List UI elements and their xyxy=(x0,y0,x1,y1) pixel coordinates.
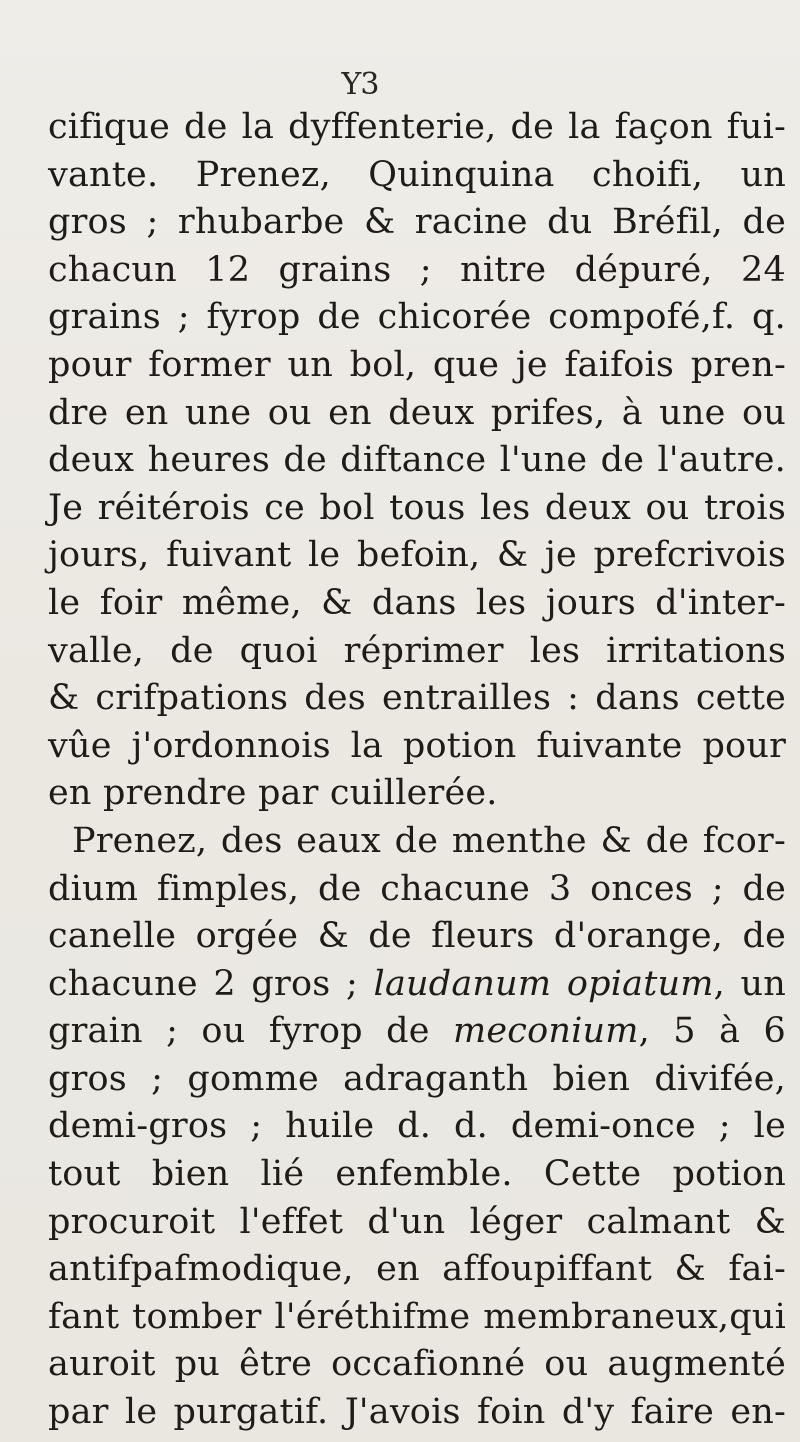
text-line: le foir même, & dans les jours d'inter- xyxy=(48,582,786,623)
body-text xyxy=(48,104,786,1437)
signature-mark: Y3 xyxy=(341,67,379,102)
text-line: deux heures de diftance l'une de l'autre. xyxy=(48,440,786,481)
text-line: procuroit l'effet d'un léger calmant & xyxy=(48,1201,786,1242)
text-line: vûe j'ordonnois la potion fuivante pour xyxy=(48,725,786,766)
text-line: & crifpations des entrailles : dans cette xyxy=(48,678,786,719)
text-line: jours, fuivant le befoin, & je prefcrivois xyxy=(48,535,786,576)
text-line: pour former un bol, que je faifois pren- xyxy=(48,344,786,385)
text-line: en prendre par cuillerée. xyxy=(48,773,498,814)
text-line: canelle orgée & de fleurs d'orange, de xyxy=(48,916,786,957)
text-line: par le purgatif. J'avois foin d'y faire en- xyxy=(48,1392,786,1433)
text-run: chacune 2 gros ; xyxy=(48,963,358,1004)
text-line xyxy=(48,1008,786,1056)
text-line: gros ; rhubarbe & racine du Bréfil, de xyxy=(48,202,786,243)
text-line: dre en une ou en deux prifes, à une ou xyxy=(48,392,786,433)
text-line: antifpafmodique, en affoupiffant & fai- xyxy=(48,1249,786,1290)
text-run: grain ; ou fyrop de xyxy=(48,1011,430,1052)
text-line: auroit pu être occafionné ou augmenté xyxy=(48,1344,786,1385)
text-line: valle, de quoi réprimer les irritations xyxy=(48,630,786,671)
text-line: Prenez, des eaux de menthe & de fcor- xyxy=(72,820,786,861)
text-line xyxy=(48,961,786,1009)
text-line: cifique de la dyffenterie, de la façon fui- xyxy=(48,107,786,147)
italic-term: meconium xyxy=(452,1011,639,1052)
text-run: , 5 à 6 xyxy=(638,1011,786,1052)
text-line: Je réitérois ce bol tous les deux ou trois xyxy=(48,487,786,528)
text-line: dium fimples, de chacune 3 onces ; de xyxy=(48,868,786,909)
text-line: vante. Prenez, Quinquina choifi, un xyxy=(48,154,786,195)
text-line: tout bien lié enfemble. Cette potion xyxy=(48,1154,786,1195)
text-run: , un xyxy=(713,963,786,1004)
text-line: chacun 12 grains ; nitre dépuré, 24 xyxy=(48,249,786,290)
text-line: gros ; gomme adraganth bien divifée, xyxy=(48,1058,786,1099)
text-line: fant tomber l'éréthifme membraneux,qui xyxy=(48,1296,786,1337)
text-line: grains ; fyrop de chicorée compofé,f. q. xyxy=(48,297,786,338)
text-line: demi-gros ; huile d. d. demi-once ; le xyxy=(48,1106,786,1147)
italic-term: laudanum opiatum xyxy=(373,963,714,1004)
